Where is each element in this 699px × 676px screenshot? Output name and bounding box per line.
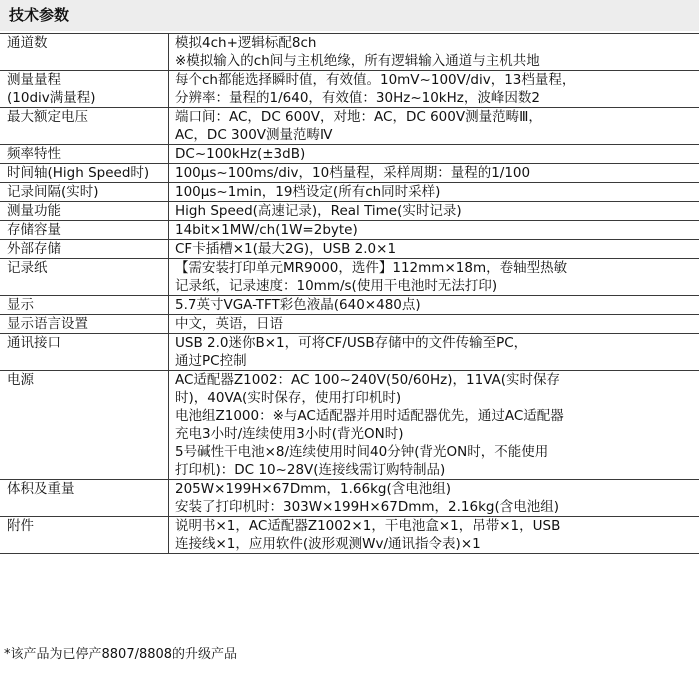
- spec-value-line: 模拟4ch+逻辑标配8ch: [175, 35, 317, 51]
- spec-value-line: 100μs~1min，19档设定(所有ch同时采样): [175, 184, 441, 200]
- spec-value-line: ※模拟输入的ch间与主机绝缘，所有逻辑输入通道与主机共地: [175, 53, 540, 69]
- spec-label-line: 测量量程: [7, 72, 61, 88]
- spec-value: [169, 480, 699, 517]
- spec-row: [0, 183, 699, 202]
- spec-row: [0, 315, 699, 334]
- spec-label-line: (10div满量程): [7, 90, 96, 106]
- spec-row: [0, 164, 699, 183]
- spec-table-body: [0, 34, 699, 554]
- spec-row: [0, 371, 699, 480]
- spec-value: [169, 240, 699, 259]
- spec-value-line: 安装了打印机时：303W×199H×67Dmm，2.16kg(含电池组): [175, 499, 560, 515]
- spec-value-line: 通过PC控制: [175, 353, 247, 369]
- spec-table: [0, 33, 699, 554]
- spec-value: [169, 145, 699, 164]
- spec-label: [0, 259, 169, 296]
- spec-row: [0, 221, 699, 240]
- spec-value-line: 分辨率：量程的1/640，有效值：30Hz~10kHz，波峰因数2: [175, 90, 540, 106]
- spec-label-line: 通道数: [7, 35, 48, 51]
- spec-row: [0, 259, 699, 296]
- spec-value-line: 说明书×1，AC适配器Z1002×1，干电池盒×1，吊带×1，USB: [175, 518, 561, 534]
- spec-label-line: 记录间隔(实时): [7, 184, 99, 200]
- spec-value-line: 5号碱性干电池×8/连续使用时间40分钟(背光ON时，不能使用: [175, 444, 549, 460]
- spec-label: [0, 240, 169, 259]
- spec-label-line: 体积及重量: [7, 481, 75, 497]
- spec-value-line: 中文，英语，日语: [175, 316, 283, 332]
- spec-row: [0, 517, 699, 554]
- spec-row: [0, 480, 699, 517]
- spec-value: [169, 71, 699, 108]
- section-title: 技术参数: [0, 0, 699, 31]
- spec-label-line: 最大额定电压: [7, 109, 88, 125]
- spec-value-line: High Speed(高速记录)，Real Time(实时记录): [175, 203, 462, 219]
- spec-value: [169, 371, 699, 480]
- spec-value-line: 【需安装打印单元MR9000，选件】112mm×18m，卷轴型热敏: [175, 260, 568, 276]
- spec-value: [169, 202, 699, 221]
- spec-label-line: 附件: [7, 518, 34, 534]
- spec-value: [169, 315, 699, 334]
- spec-label: [0, 371, 169, 480]
- spec-value: [169, 221, 699, 240]
- spec-value-line: CF卡插槽×1(最大2G)，USB 2.0×1: [175, 241, 397, 257]
- spec-value: [169, 164, 699, 183]
- spec-value-line: AC，DC 300V测量范畴Ⅳ: [175, 127, 333, 143]
- spec-value: [169, 34, 699, 71]
- spec-value-line: 5.7英寸VGA-TFT彩色液晶(640×480点): [175, 297, 421, 313]
- spec-value-line: 打印机)：DC 10~28V(连接线需订购特制品): [175, 462, 446, 478]
- spec-row: [0, 202, 699, 221]
- spec-value: [169, 296, 699, 315]
- spec-label: [0, 315, 169, 334]
- spec-label-line: 显示: [7, 297, 34, 313]
- spec-label: [0, 334, 169, 371]
- spec-row: [0, 71, 699, 108]
- spec-value: [169, 517, 699, 554]
- spec-row: [0, 108, 699, 145]
- spec-row: [0, 296, 699, 315]
- spec-label: [0, 480, 169, 517]
- spec-label-line: 频率特性: [7, 146, 61, 162]
- spec-value-line: 记录纸，记录速度：10mm/s(使用干电池时无法打印): [175, 278, 498, 294]
- spec-label: [0, 183, 169, 202]
- spec-label-line: 显示语言设置: [7, 316, 88, 332]
- spec-value-line: AC适配器Z1002：AC 100~240V(50/60Hz)，11VA(实时保存: [175, 372, 561, 388]
- spec-value-line: USB 2.0迷你B×1，可将CF/USB存储中的文件传输至PC，: [175, 335, 528, 351]
- spec-label-line: 通讯接口: [7, 335, 61, 351]
- spec-label: [0, 202, 169, 221]
- spec-value-line: 205W×199H×67Dmm，1.66kg(含电池组): [175, 481, 452, 497]
- spec-label-line: 电源: [7, 372, 34, 388]
- spec-value: [169, 108, 699, 145]
- spec-value-line: 100μs~100ms/div，10档量程，采样周期：量程的1/100: [175, 165, 531, 181]
- spec-value-line: 时)，40VA(实时保存，使用打印机时): [175, 390, 402, 406]
- spec-row: [0, 240, 699, 259]
- spec-label: [0, 71, 169, 108]
- spec-label-line: 时间轴(High Speed时): [7, 165, 150, 181]
- spec-row: [0, 334, 699, 371]
- spec-label-line: 记录纸: [7, 260, 48, 276]
- spec-label: [0, 108, 169, 145]
- spec-label: [0, 34, 169, 71]
- spec-label: [0, 164, 169, 183]
- spec-row: [0, 145, 699, 164]
- spec-value-line: 每个ch都能选择瞬时值，有效值。10mV~100V/div，13档量程，: [175, 72, 576, 88]
- spec-value-line: 14bit×1MW/ch(1W=2byte): [175, 222, 358, 238]
- spec-label: [0, 517, 169, 554]
- spec-value-line: 电池组Z1000：※与AC适配器并用时适配器优先，通过AC适配器: [175, 408, 564, 424]
- spec-row: [0, 34, 699, 71]
- spec-value: [169, 183, 699, 202]
- spec-label: [0, 296, 169, 315]
- spec-label-line: 存储容量: [7, 222, 61, 238]
- footnote: *该产品为已停产8807/8808的升级产品: [4, 647, 238, 662]
- spec-label: [0, 221, 169, 240]
- spec-value-line: 充电3小时/连续使用3小时(背光ON时): [175, 426, 404, 442]
- spec-label-line: 外部存储: [7, 241, 61, 257]
- spec-value-line: 端口间：AC，DC 600V，对地：AC，DC 600V测量范畴Ⅲ，: [175, 109, 542, 125]
- spec-value: [169, 334, 699, 371]
- spec-value-line: 连接线×1，应用软件(波形观测Wv/通讯指令表)×1: [175, 536, 481, 552]
- spec-label: [0, 145, 169, 164]
- spec-value-line: DC~100kHz(±3dB): [175, 146, 306, 162]
- spec-label-line: 测量功能: [7, 203, 61, 219]
- spec-value: [169, 259, 699, 296]
